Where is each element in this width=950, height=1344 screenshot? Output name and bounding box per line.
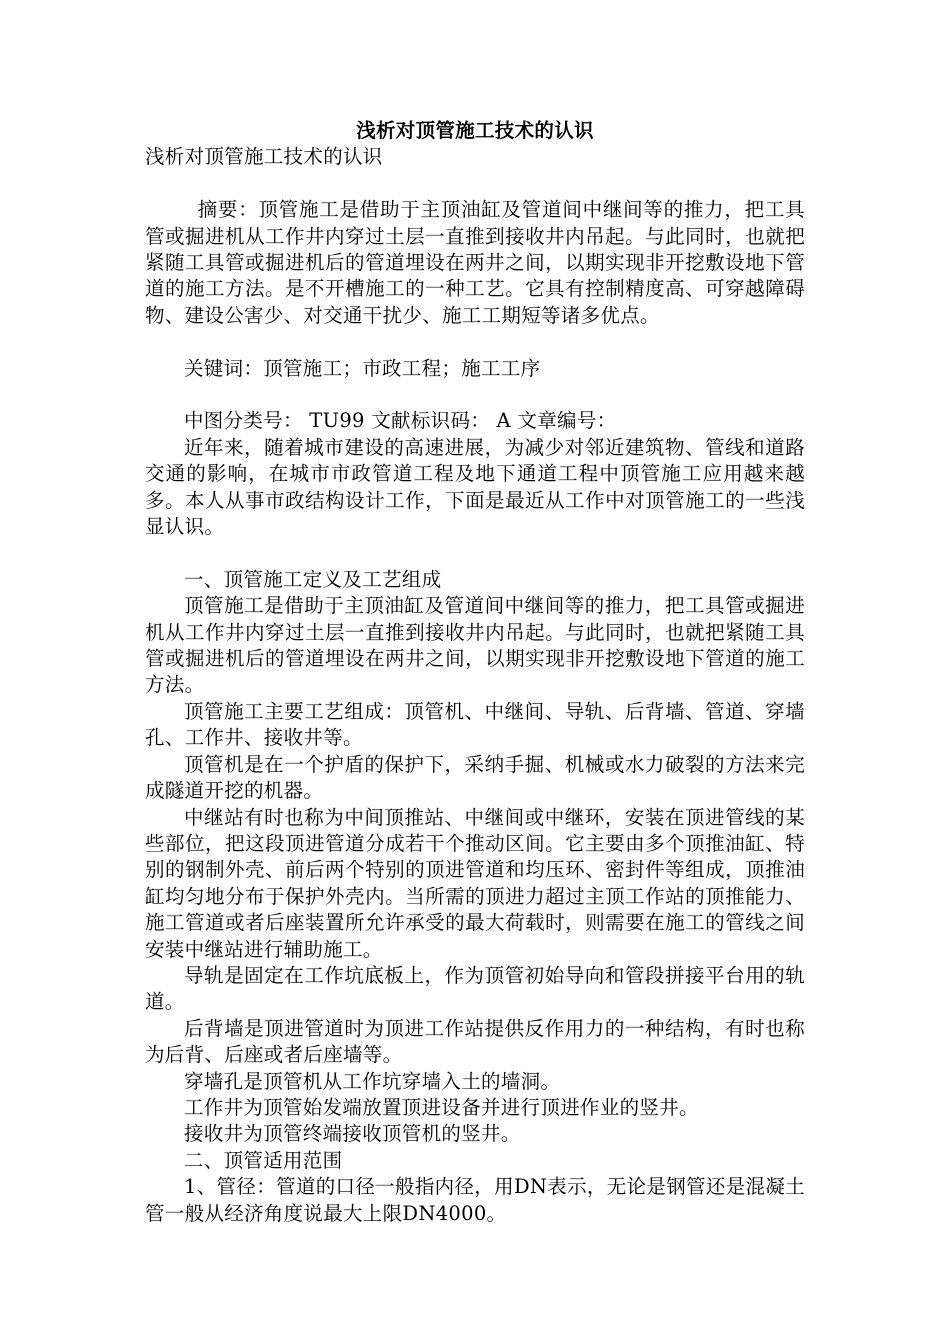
body-paragraph: 顶管施工主要工艺组成：顶管机、中继间、导轨、后背墙、管道、穿墙孔、工作井、接收井等。 [145,699,805,750]
abstract-paragraph: 摘要：顶管施工是借助于主顶油缸及管道间中继间等的推力，把工具管或掘进机从工作井内穿过土层一直推到接收井内吊起。与此同时，也就把紧随工具管或掘进机后的管道埋设在两井之间，以期实现非开挖敷设地下管道的施工方法。是不开槽施工的一种工艺。它具有控制精度高、可穿越障碍物、建设公害少、对交通干扰少、施工工期短等诸多优点。 [145,198,805,327]
body-paragraph: 1、管径：管道的口径一般指内径，用DN表示，无论是钢管还是混凝土管一般从经济角度说最大上限DN4000。 [145,1175,805,1225]
document-subtitle: 浅析对顶管施工技术的认识 [145,145,383,169]
body-paragraph: 导轨是固定在工作坑底板上，作为顶管初始导向和管段拼接平台用的轨道。 [145,963,805,1014]
body-paragraph: 穿墙孔是顶管机从工作坑穿墙入土的墙洞。 [184,1069,561,1093]
intro-paragraph: 近年来，随着城市建设的高速进展，为减少对邻近建筑物、管线和道路交通的影响，在城市市政管道工程及地下通道工程中顶管施工应用越来越多。本人从事市政结构设计工作，下面是最近从工作中对顶管施工的一些浅显认识。 [145,435,805,539]
classification-paragraph: 中图分类号： TU99 文献标识码： A 文章编号： [184,409,617,433]
body-paragraph: 工作井为顶管始发端放置顶进设备并进行顶进作业的竖井。 [184,1095,699,1119]
blank-line [145,540,805,566]
section-heading: 一、顶管施工定义及工艺组成 [184,567,442,591]
body-paragraph: 后背墙是顶进管道时为顶进工作站提供反作用力的一种结构，有时也称为后背、后座或者后座墙等。 [145,1016,805,1067]
blank-line [145,382,805,408]
body-paragraph: 中继站有时也称为中间顶推站、中继间或中继环，安装在顶进管线的某些部位，把这段顶进管道分成若干个推动区间。它主要由多个顶推油缸、特别的钢制外壳、前后两个特别的顶进管道和均压环、密封件等组成，顶推油缸均匀地分布于保护外壳内。当所需的顶进力超过主顶工作站的顶推能力、施工管道或者后座装置所允许承受的最大荷载时，则需要在施工的管线之间安装中继站进行辅助施工。 [145,805,805,961]
document-body [145,118,805,1227]
document-title: 浅析对顶管施工技术的认识 [356,119,594,142]
body-paragraph: 顶管机是在一个护盾的保护下，采纳手掘、机械或水力破裂的方法来完成隧道开挖的机器。 [145,752,805,803]
blank-line [145,171,805,197]
section-heading: 二、顶管适用范围 [184,1148,343,1172]
blank-line [145,329,805,355]
body-paragraph: 接收井为顶管终端接收顶管机的竖井。 [184,1122,521,1146]
body-paragraph: 顶管施工是借助于主顶油缸及管道间中继间等的推力，把工具管或掘进机从工作井内穿过土层一直推到接收井内吊起。与此同时，也就把紧随工具管或掘进机后的管道埋设在两井之间，以期实现非开挖敷设地下管道的施工方法。 [145,594,805,697]
keywords-paragraph: 关键词：顶管施工；市政工程；施工工序 [184,356,541,380]
